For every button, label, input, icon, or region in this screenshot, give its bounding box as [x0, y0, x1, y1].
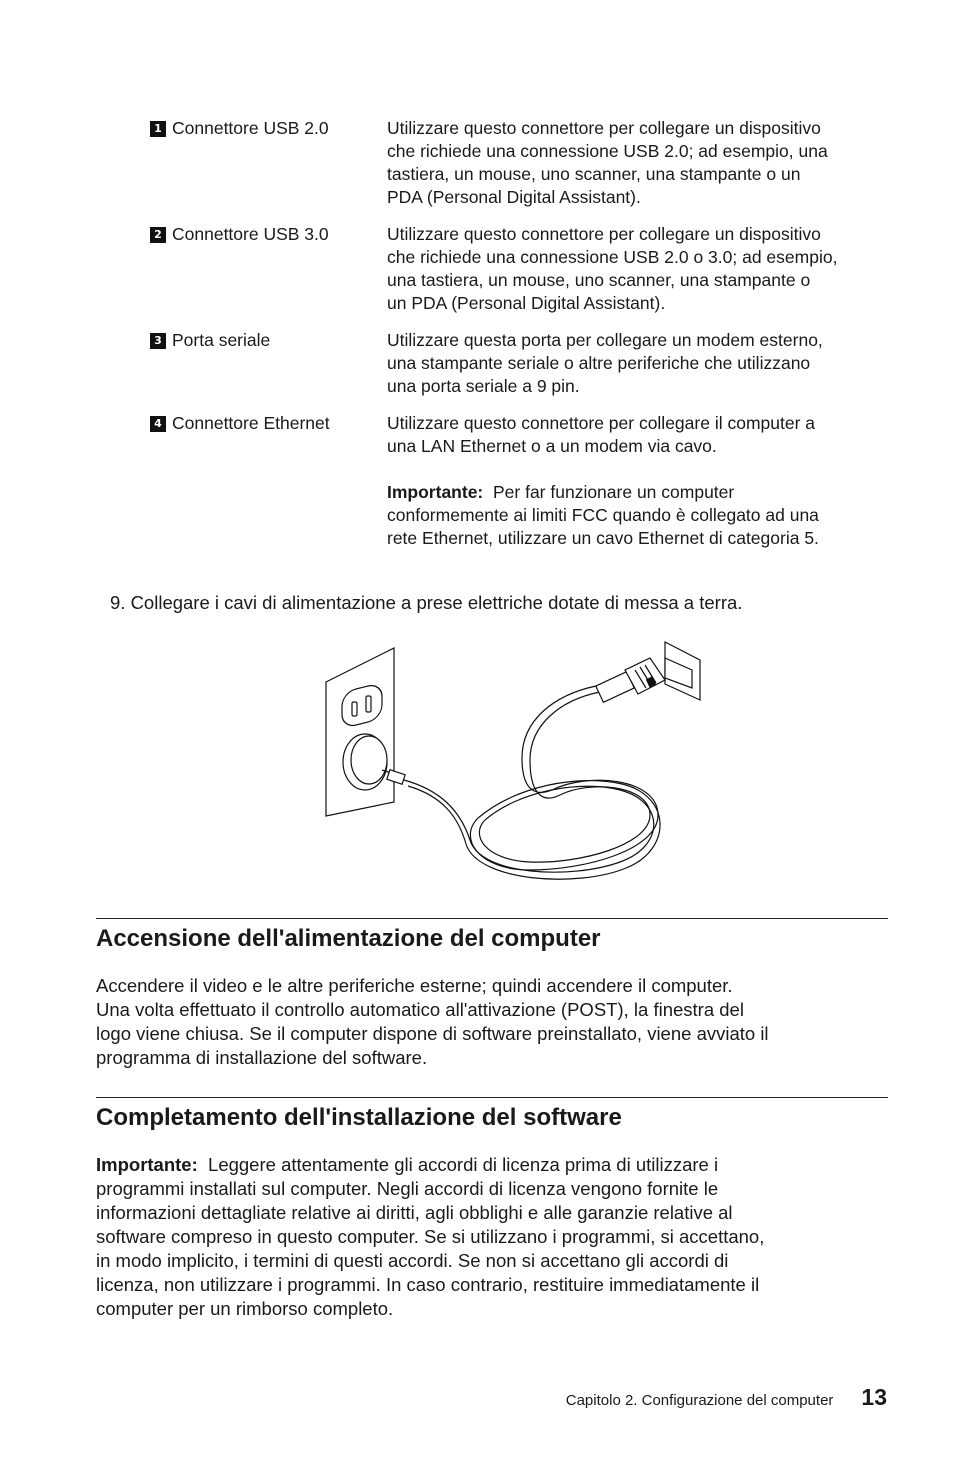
- callout-number: 3: [150, 333, 166, 349]
- body-line: [96, 1153, 891, 1177]
- connector-name: [150, 329, 387, 398]
- important-note: [387, 481, 882, 504]
- body-line-text: Leggere attentamente gli accordi di licenza prima di utilizzare i: [208, 1154, 719, 1175]
- important-label: Importante:: [96, 1154, 198, 1175]
- desc-line: che richiede una connessione USB 2.0 o 3.0; ad esempio,: [387, 247, 838, 267]
- connector-row: [150, 329, 890, 398]
- desc-line: Utilizzare questo connettore per collegare un dispositivo: [387, 118, 821, 138]
- body-line: programma di installazione del software.: [96, 1047, 428, 1068]
- section-power-on-body: [96, 974, 891, 1070]
- section-software-body: [96, 1153, 891, 1321]
- connector-description: [387, 329, 882, 398]
- callout-number: 2: [150, 227, 166, 243]
- connector-name: [150, 117, 387, 209]
- body-line: programmi installati sul computer. Negli accordi di licenza vengono fornite le: [96, 1178, 719, 1199]
- connector-row: [150, 223, 890, 315]
- callout-number: 1: [150, 121, 166, 137]
- page-footer: [566, 1384, 887, 1411]
- connector-label: Connettore Ethernet: [172, 413, 330, 433]
- connector-label: Connettore USB 2.0: [172, 118, 329, 138]
- section-title-software-install: Completamento dell'installazione del software: [96, 1104, 622, 1131]
- body-line: informazioni dettagliate relative ai diritti, agli obblighi e alle garanzie relative al: [96, 1202, 733, 1223]
- desc-line: una tastiera, un mouse, uno scanner, una stampante o: [387, 270, 811, 290]
- desc-line: una LAN Ethernet o a un modem via cavo.: [387, 436, 717, 456]
- connector-label: Porta seriale: [172, 330, 271, 350]
- desc-line: Utilizzare questa porta per collegare un modem esterno,: [387, 330, 823, 350]
- note-line: rete Ethernet, utilizzare un cavo Ethernet di categoria 5.: [387, 528, 819, 548]
- important-label: Importante:: [387, 482, 484, 502]
- connector-description: [387, 117, 882, 209]
- desc-line: tastiera, un mouse, uno scanner, una stampante o un: [387, 164, 801, 184]
- section-divider: [96, 918, 888, 919]
- section-title-power-on: Accensione dell'alimentazione del computer: [96, 925, 601, 952]
- chapter-title: Capitolo 2. Configurazione del computer: [565, 1392, 834, 1409]
- desc-line: Utilizzare questo connettore per collegare il computer a: [387, 413, 815, 433]
- desc-line: una porta seriale a 9 pin.: [387, 376, 580, 396]
- connector-row: [150, 412, 890, 550]
- body-line: software compreso in questo computer. Se si utilizzano i programmi, si accettano,: [96, 1226, 765, 1247]
- body-line: computer per un rimborso completo.: [96, 1298, 394, 1319]
- connector-description: [387, 412, 882, 550]
- connector-name: [150, 223, 387, 315]
- body-line: Una volta effettuato il controllo automatico all'attivazione (POST), la finestra del: [96, 999, 744, 1020]
- desc-line: una stampante seriale o altre periferiche che utilizzano: [387, 353, 811, 373]
- note-line: conformemente ai limiti FCC quando è collegato ad una: [387, 505, 819, 525]
- desc-line: PDA (Personal Digital Assistant).: [387, 187, 641, 207]
- body-line: in modo implicito, i termini di questi accordi. Se non si accettano gli accordi di: [96, 1250, 729, 1271]
- body-line: logo viene chiusa. Se il computer dispone di software preinstallato, viene avviato il: [96, 1023, 769, 1044]
- desc-line: un PDA (Personal Digital Assistant).: [387, 293, 666, 313]
- page-number: 13: [861, 1384, 887, 1410]
- connector-row: [150, 117, 890, 209]
- body-line: licenza, non utilizzare i programmi. In caso contrario, restituire immediatamente il: [96, 1274, 760, 1295]
- desc-line: Utilizzare questo connettore per collegare un dispositivo: [387, 224, 821, 244]
- connector-table: [150, 117, 890, 564]
- note-line: Per far funzionare un computer: [492, 482, 735, 502]
- connector-label: Connettore USB 3.0: [172, 224, 329, 244]
- step-9: 9. Collegare i cavi di alimentazione a prese elettriche dotate di messa a terra.: [110, 592, 743, 613]
- connector-description: [387, 223, 882, 315]
- callout-number: 4: [150, 416, 166, 432]
- connector-name: [150, 412, 387, 550]
- desc-line: che richiede una connessione USB 2.0; ad esempio, una: [387, 141, 828, 161]
- section-divider: [96, 1097, 888, 1098]
- power-cord-illustration: [320, 640, 710, 890]
- body-line: Accendere il video e le altre periferiche esterne; quindi accendere il computer.: [96, 975, 733, 996]
